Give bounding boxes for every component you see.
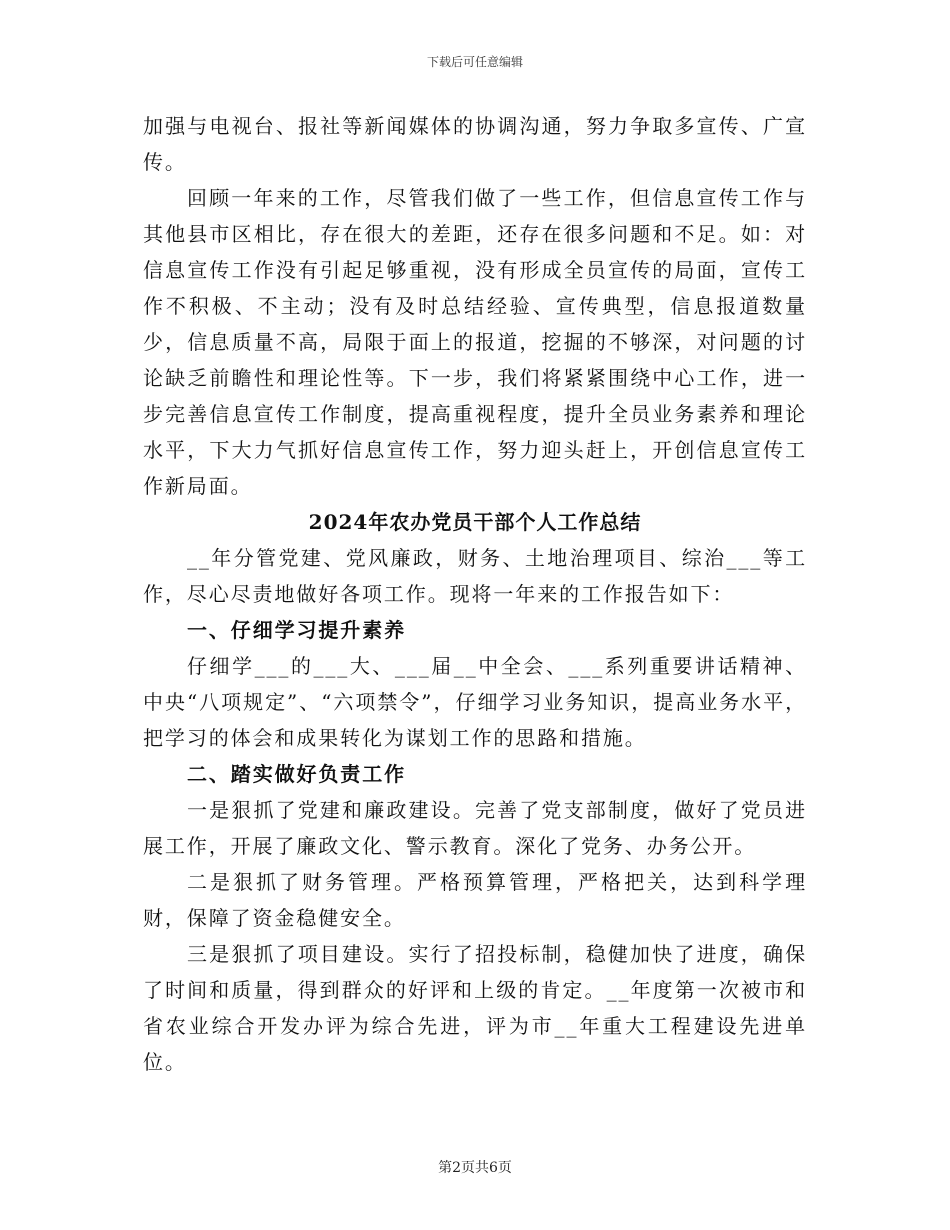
paragraph-party-building: 一是狠抓了党建和廉政建设。完善了党支部制度，做好了党员进展工作，开展了廉政文化、警示教育。深化了党务、办务公开。 <box>143 798 807 858</box>
section-heading-study: 一、仔细学习提升素养 <box>187 618 406 642</box>
document-title: 2024年农办党员干部个人工作总结 <box>308 510 642 534</box>
page-header-note: 下载后可任意编辑 <box>426 55 523 69</box>
page-number: 第2页共6页 <box>438 1160 512 1176</box>
paragraph-continuation: 加强与电视台、报社等新闻媒体的协调沟通，努力争取多宣传、广宣传。 <box>143 114 807 174</box>
document-body <box>143 108 807 1080</box>
paragraph-finance: 二是狠抓了财务管理。严格预算管理，严格把关，达到科学理财，保障了资金稳健安全。 <box>143 870 807 930</box>
section-heading-work: 二、踏实做好负责工作 <box>187 762 406 786</box>
paragraph-review: 回顾一年来的工作，尽管我们做了一些工作，但信息宣传工作与其他县市区相比，存在很大的差距，还存在很多问题和不足。如：对信息宣传工作没有引起足够重视，没有形成全员宣传的局面，宣传工作不积极、不主动；没有及时总结经验、宣传典型，信息报道数量少，信息质量不高，局限于面上的报道，挖掘的不够深，对问题的讨论缺乏前瞻性和理论性等。下一步，我们将紧紧围绕中心工作，进一步完善信息宣传工作制度，提高重视程度，提升全员业务素养和理论水平，下大力气抓好信息宣传工作，努力迎头赶上，开创信息宣传工作新局面。 <box>143 186 807 498</box>
paragraph-projects: 三是狠抓了项目建设。实行了招投标制，稳健加快了进度，确保了时间和质量，得到群众的好评和上级的肯定。__年度第一次被市和省农业综合开发办评为综合先进，评为市__年重大工程建设先进单位。 <box>143 942 807 1074</box>
paragraph-study: 仔细学___的___大、___届__中全会、___系列重要讲话精神、中央“八项规定”、“六项禁令”，仔细学习业务知识，提高业务水平，把学习的体会和成果转化为谋划工作的思路和措施。 <box>143 654 807 750</box>
paragraph-intro: __年分管党建、党风廉政，财务、土地治理项目、综治___等工作，尽心尽责地做好各项工作。现将一年来的工作报告如下： <box>143 546 807 606</box>
